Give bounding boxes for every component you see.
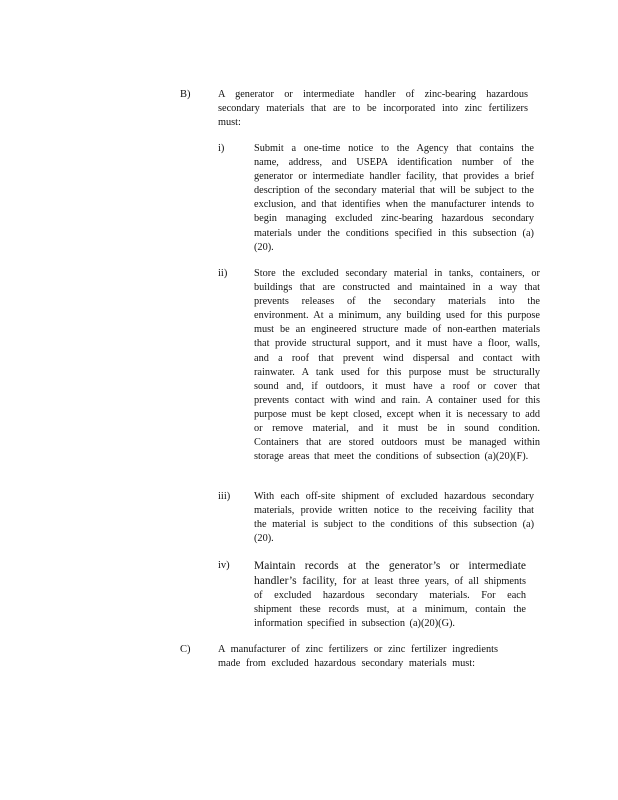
section-c-text: A manufacturer of zinc fertilizers or zinc fertilizer ingredients made from excluded hazardous secondary materials must: xyxy=(218,644,498,670)
item-iv-label: iv) xyxy=(218,560,230,571)
item-i-label: i) xyxy=(218,143,225,154)
section-c-label: C) xyxy=(180,644,191,655)
item-iv-text: at least three years, of all shipments of excluded hazardous secondary materials. For each shipment these records must, at a minimum, contain the information specified in subsection (a)(20)(G). xyxy=(254,576,526,630)
item-iv-text-emphasis: Maintain records at the generator’s or intermediate handler’s facility, for xyxy=(254,560,526,588)
item-iii-text: With each off-site shipment of excluded hazardous secondary materials, provide written notice to the receiving facility that the material is subject to the conditions of this subsection (a)(20). xyxy=(254,491,534,545)
item-ii-text: Store the excluded secondary material in tanks, containers, or buildings that are constructed and maintained in a way that prevents releases of the secondary materials into the environment. At a minimum, any building used for this purpose must be an engineered structure made of non-earthen materials that provide structural support, and it must have a floor, walls, and a roof that prevent wind dispersal and contact with rainwater. A tank used for this purpose must be structurally sound and, if outdoors, it must have a roof or cover that prevents contact with wind and rain. A container used for this purpose must be kept closed, except when it is necessary to add or remove material, and it must be in sound condition. Containers that are stored outdoors must be managed within storage areas that meet the conditions of subsection (a)(20)(F). xyxy=(254,268,540,463)
section-b-text: A generator or intermediate handler of zinc-bearing hazardous secondary materials that are to be incorporated into zinc fertilizers must: xyxy=(218,89,528,129)
item-ii-label: ii) xyxy=(218,268,228,279)
item-i-text: Submit a one-time notice to the Agency that contains the name, address, and USEPA identification number of the generator or intermediate handler facility, that provides a brief description of the secondary material that will be subject to the exclusion, and that identifies when the manufacturer intends to begin managing excluded zinc-bearing hazardous secondary materials under the conditions specified in this subsection (a)(20). xyxy=(254,143,534,253)
item-iii-label: iii) xyxy=(218,491,231,502)
section-b-label: B) xyxy=(180,89,191,100)
item-iv-text-block xyxy=(254,559,526,631)
